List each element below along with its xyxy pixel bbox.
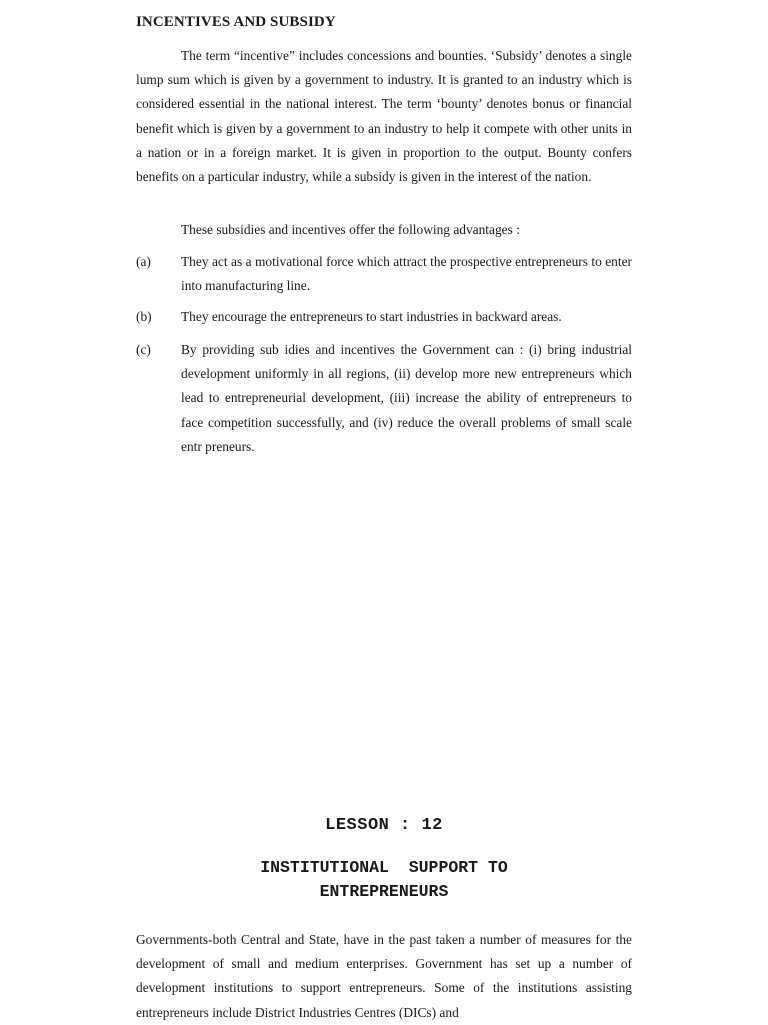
section-heading: INCENTIVES AND SUBSIDY	[136, 14, 336, 30]
list-item	[136, 305, 632, 329]
incentive-definition-paragraph: The term “incentive” includes concessions and bounties. ‘Subsidy’ denotes a single lump sum which is given by a government to industry. It is granted to an industry which is considered essential in the national interest. The term ‘bounty’ denotes bonus or financial benefit which is given by a government to an industry to help it compete with other units in a nation or in a foreign market. It is given in proportion to the output. Bounty confers benefits on a particular industry, while a subsidy is given in the interest of the nation.	[136, 48, 632, 185]
lesson-intro-paragraph: Governments-both Central and State, have in the past taken a number of measures for the development of small and medium enterprises. Government has set up a number of development institutions to support entrepreneurs. Some of the institutions assisting entrepreneurs include District Industries Centres (DICs) and	[136, 932, 632, 1020]
list-item-text: They act as a motivational force which attract the prospective entrepreneurs to enter into manufacturing line.	[181, 254, 632, 294]
advantages-intro-paragraph: These subsidies and incentives offer the following advantages :	[181, 222, 520, 237]
list-marker: (b)	[136, 309, 152, 324]
list-item-text: They encourage the entrepreneurs to start industries in backward areas.	[181, 309, 562, 324]
lesson-number: LESSON : 12	[325, 816, 443, 835]
list-marker: (c)	[136, 342, 151, 357]
list-marker: (a)	[136, 254, 151, 269]
list-item	[136, 250, 632, 298]
list-item-text: By providing sub idies and incentives the Government can : (i) bring industrial development uniformly in all regions, (ii) develop more new entrepreneurs which lead to entrepreneurial development, (iii) increase the ability of entrepreneurs to face competition successfully, and (iv) reduce the overall problems of small scale entr preneurs.	[181, 342, 632, 454]
list-item	[136, 338, 632, 459]
lesson-title: INSTITUTIONAL SUPPORT TO ENTREPRENEURS	[260, 858, 508, 901]
